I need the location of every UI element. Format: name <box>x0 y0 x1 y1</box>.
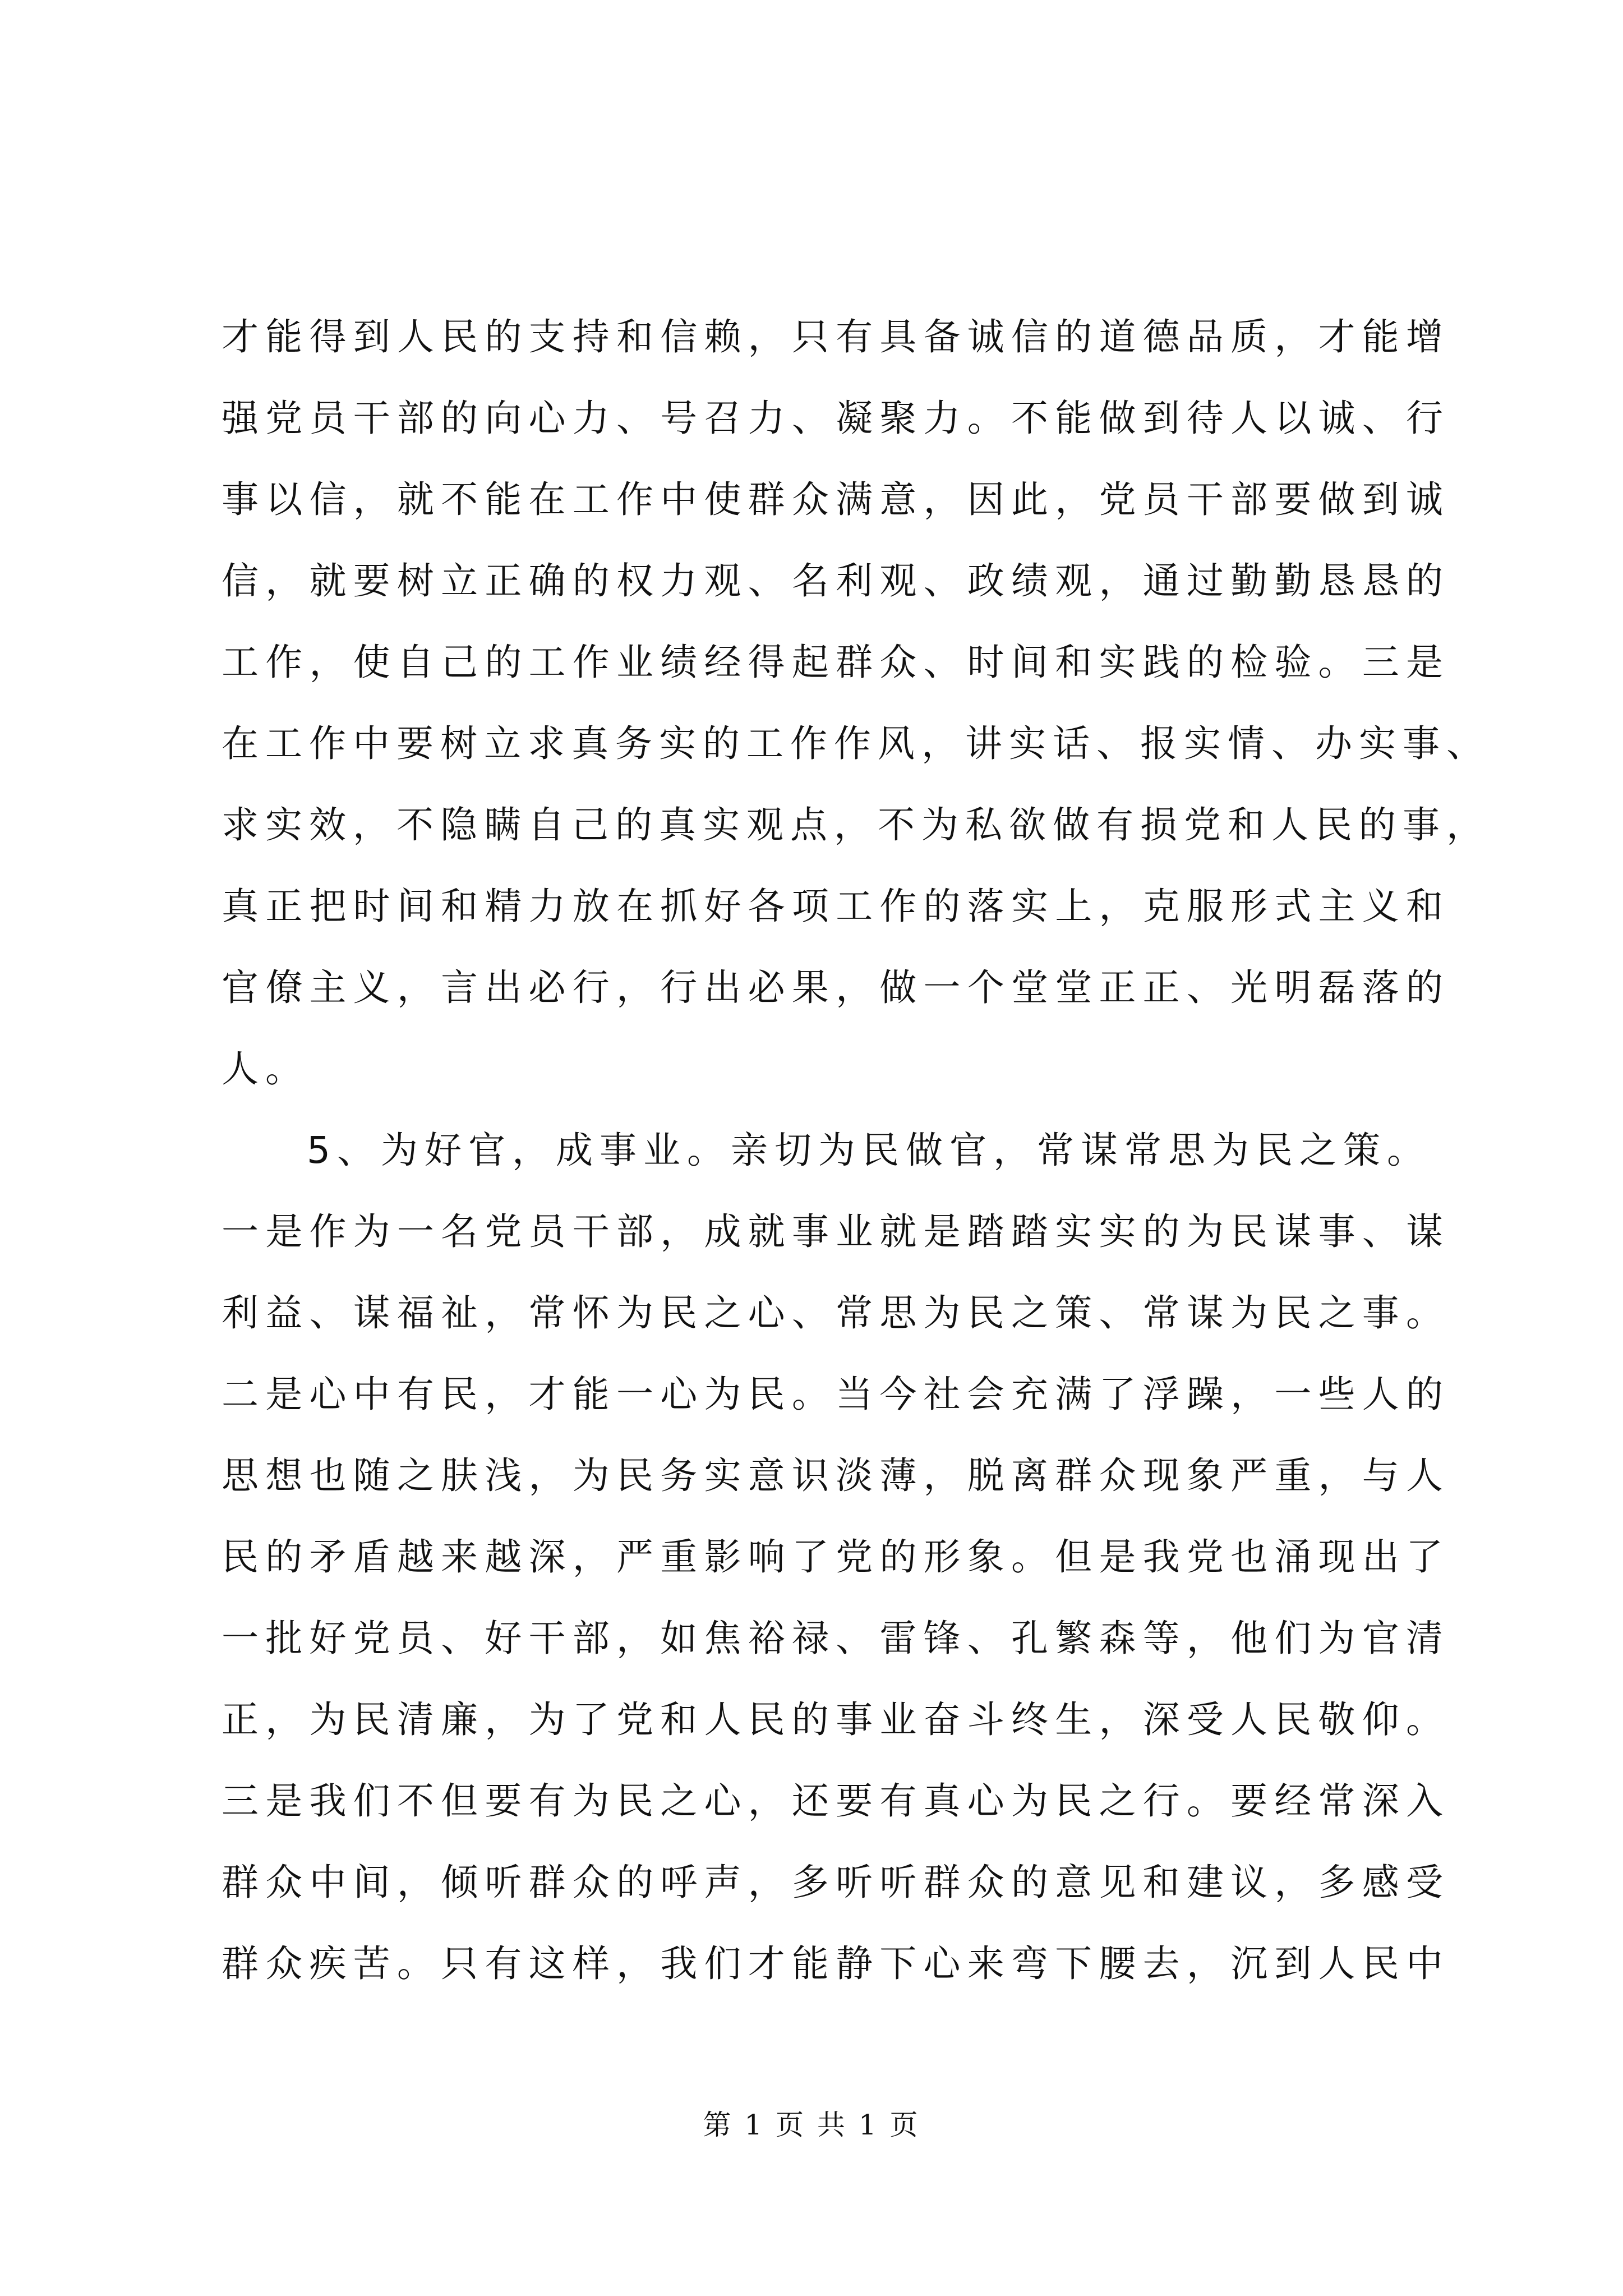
text-line: 信，就要树立正确的权力观、名利观、政绩观，通过勤勤恳恳的 <box>222 559 1450 602</box>
text-line: 利益、谋福祉，常怀为民之心、常思为民之策、常谋为民之事。 <box>222 1291 1450 1335</box>
text-line: 真正把时间和精力放在抓好各项工作的落实上，克服形式主义和 <box>222 885 1450 928</box>
text-line: 求实效，不隐瞒自己的真实观点，不为私欲做有损党和人民的事， <box>222 803 1490 846</box>
text-line: 二是心中有民，才能一心为民。当今社会充满了浮躁，一些人的 <box>222 1373 1450 1416</box>
text-line: 工作，使自己的工作业绩经得起群众、时间和实践的检验。三是 <box>222 641 1450 684</box>
text-line: 思想也随之肤浅，为民务实意识淡薄，脱离群众现象严重，与人 <box>222 1454 1450 1497</box>
text-line: 群众中间，倾听群众的呼声，多听听群众的意见和建议，多感受 <box>222 1861 1450 1904</box>
text-line: 人。 <box>222 1047 309 1091</box>
page-number-footer: 第 1 页 共 1 页 <box>703 2109 920 2141</box>
text-line: 在工作中要树立求真务实的工作作风，讲实话、报实情、办实事、 <box>222 722 1490 765</box>
text-line: 正，为民清廉，为了党和人民的事业奋斗终生，深受人民敬仰。 <box>222 1698 1450 1741</box>
text-line: 一批好党员、好干部，如焦裕禄、雷锋、孔繁森等，他们为官清 <box>222 1617 1450 1660</box>
text-line: 事以信，就不能在工作中使群众满意，因此，党员干部要做到诚 <box>222 478 1450 521</box>
text-line: 强党员干部的向心力、号召力、凝聚力。不能做到待人以诚、行 <box>222 397 1450 440</box>
text-line: 官僚主义，言出必行，行出必果，做一个堂堂正正、光明磊落的 <box>222 966 1450 1009</box>
text-line: 民的矛盾越来越深，严重影响了党的形象。但是我党也涌现出了 <box>222 1535 1450 1579</box>
text-line: 群众疾苦。只有这样，我们才能静下心来弯下腰去，沉到人民中 <box>222 1942 1450 1985</box>
text-line: 三是我们不但要有为民之心，还要有真心为民之行。要经常深入 <box>222 1779 1450 1823</box>
paragraph-1 <box>222 296 1490 1110</box>
paragraph-2 <box>222 1110 1450 2004</box>
text-line: 5、为好官，成事业。亲切为民做官，常谋常思为民之策。 <box>307 1129 1431 1172</box>
document-body <box>222 296 1490 2004</box>
text-line: 才能得到人民的支持和信赖，只有具备诚信的道德品质，才能增 <box>222 315 1450 358</box>
text-line: 一是作为一名党员干部，成就事业就是踏踏实实的为民谋事、谋 <box>222 1210 1450 1253</box>
